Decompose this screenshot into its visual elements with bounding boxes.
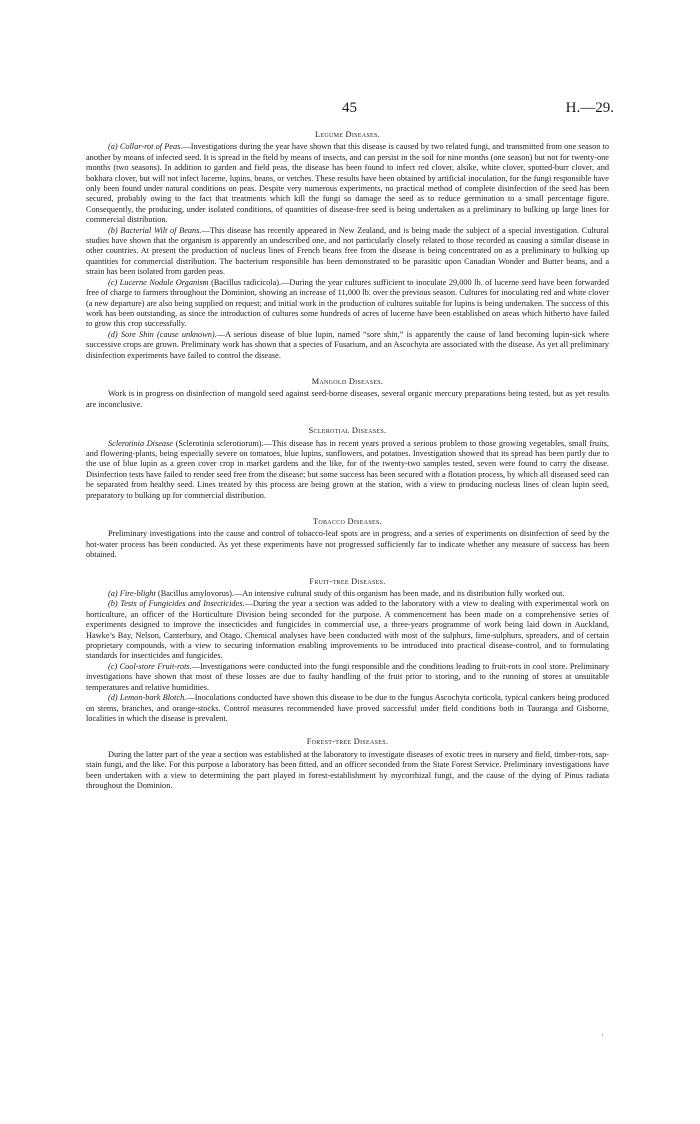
paragraph-text: —Inoculations conducted have shown this disease to be due to the fungus Ascochyta corticola, typical cankers being produced on stems, branches, and orange-stocks. Control measures recommended have proved successful under field conditions both in Tauranga and Gisborne, localities in which the disease is prevalent. xyxy=(86,693,609,723)
paragraph-mangold: Work is in progress on disinfection of mangold seed against seed-borne diseases, several organic mercury preparations being tested, but as yet results are inconclusive. xyxy=(86,389,609,409)
paragraph-tobacco: Preliminary investigations into the cause and control of tobacco-leaf spots are in progress, and a series of experiments on disinfection of seed by the hot-water process has been conducted. As yet these experiments have not progressed sufficiently far to indicate whether any measure of success has been obtained. xyxy=(86,529,609,560)
section-heading-mangold: Mangold Diseases. xyxy=(311,376,384,386)
paragraph-text: —Investigations were conducted into the fungi responsible and the conditions leading to fruit-rots in cool store. Preliminary investigations have shown that most of these losses are due to faulty handling of the fruit prior to storing, and to the running of stores at unsuitable temperatures and relative humidities. xyxy=(86,661,609,692)
paragraph-sore-shin xyxy=(86,330,609,361)
section-heading-legume: Legume Diseases. xyxy=(314,130,380,139)
paragraph-label: (c) Lucerne Nodule Organism xyxy=(108,277,209,287)
paragraph-text: —A serious disease of blue lupin, named “sore shin,” is apparently the cause of land becoming lupin-sick where successive crops are grown. Preliminary work has shown that a species of Fusarium, and an Ascochyta are associated with the disease. As yet all preliminary disinfection experiments have failed to control the disease. xyxy=(86,329,609,360)
paragraph-text: —This disease has recently appeared in New Zealand, and is being made the subject of a special investigation. Cultural studies have shown that the organism is apparently an undescribed one, and not particularly closely related to those recorded as causing a similar disease in other countries. At present the production of nucleus lines of French beans free from the disease is being concentrated on as a preliminary to bulking up quantities for commercial distribution. The bacterium responsible has been demonstrated to be parasitic upon Canadian Wonder and Butter beans, and a strain has been isolated from garden peas. xyxy=(86,225,609,277)
paragraph-text: —Investigations during the year have shown that this disease is caused by two related fungi, and transmitted from one season to another by means of infected seed. It is spread in the field by means of insects, and can persist in the soil for nine months (one season) but not for twenty-one months (two seasons). In addition to garden and field peas, the disease has been found to infect red clover, alsike, white clover, spotted-burr clover, and bokhara clover, but will not infect lucerne, lupins, beans, or vetches. These results have been obtained by artificial inoculation, for the fungi responsible have only been found under natural conditions on peas. Despite very numerous experiments, no practical method of complete disinfection of the seed has been secured, probably owing to the fact that treatments which kill the fungi so damage the seed as to reduce germination to a small percentage figure. Consequently, the producing, under isolated conditions, of quantities of disease-free seed is being undertaken as a preliminary to bulking up large lines for commercial distribution. xyxy=(86,142,609,225)
paragraph-label: (c) Cool-store Fruit-rots. xyxy=(108,661,192,671)
paragraph-collar-rot xyxy=(86,142,609,225)
paragraph-bacterial-wilt xyxy=(86,226,609,278)
paragraph-label: (b) Tests of Fungicides and Insecticides. xyxy=(108,599,245,609)
paragraph-cool-store xyxy=(86,662,609,693)
paragraph-fungicides xyxy=(86,599,609,661)
paragraph-label: (d) Lemon-bark Blotch. xyxy=(108,693,187,703)
paragraph-text: (Bacillus radicicola).—During the year cultures sufficient to inoculate 29,000 lb. of lucerne seed have been forwarded free of charge to farmers throughout the Dominion, showing an increase of 11,000 lb. over the previous season. Cultures for inoculating red and white clover (a new departure) are also being supplied on request; and initial work in the production of cultures suitable for lupins is being undertaken. The success of this work has been outstanding, as since the introduction of cultures some hundreds of acres of lucerne have been established on areas which hitherto have failed to grow this crop successfully. xyxy=(86,277,609,329)
page-header xyxy=(86,100,614,120)
section-heading-fruit-tree: Fruit-tree Diseases. xyxy=(309,576,386,586)
paragraph-lemon-bark xyxy=(86,693,609,724)
section-heading-sclerotial: Sclerotial Diseases. xyxy=(308,426,387,436)
paragraph-fire-blight xyxy=(86,589,609,599)
paragraph-text: —During the year a section was added to the laboratory with a view to dealing with experimental work on horticulture, an officer of the Horticulture Division being seconded for the purpose. A commencement has been made on a comprehensive series of experiments designed to improve the insecticides and fungicides in commercial use, a three-years programme of work being laid down in Auckland, Hawke’s Bay, Nelson, Canterbury, and Otago. Chemical analyses have been conducted with most of the sulphurs, lime-sulphurs, spreaders, and of certain proprietary compounds, with a view to securing information enabling improvements to be introduced into practical disease-control, and to formulating standards for insecticides and fungicides. xyxy=(86,599,609,661)
paragraph-label: (a) Fire-blight xyxy=(108,589,156,599)
paragraph-label: (b) Bacterial Wilt of Beans. xyxy=(108,225,202,235)
paragraph-label: (d) Sore Shin (cause unknown). xyxy=(108,329,217,339)
page-body xyxy=(86,130,609,791)
section-heading-forest-tree: Forest-tree Diseases. xyxy=(306,737,389,747)
paragraph-label: (a) Collar-rot of Peas. xyxy=(108,142,183,152)
paragraph-sclerotinia xyxy=(86,439,609,501)
page-number: 45 xyxy=(342,100,357,116)
section-heading-tobacco: Tobacco Diseases. xyxy=(313,517,382,526)
document-reference: H.—29. xyxy=(565,100,614,116)
paragraph-forest-tree: During the latter part of the year a section was established at the laboratory to investigate diseases of exotic trees in nursery and field, timber-rots, sap-stain fungi, and the like. For this purpose a laboratory has been fitted, and an officer seconded from the State Forest Service. Preliminary investigations have been undertaken with a view to determining the part played in forest-establishment by mycorrhizal fungi, and the cause of the dying of Pinus radiata throughout the Dominion. xyxy=(86,749,609,790)
stray-mark: · xyxy=(601,1031,604,1040)
paragraph-text: (Bacillus amylovorus).—An intensive cultural study of this organism has been made, and its distribution fully worked out. xyxy=(155,589,565,599)
paragraph-text: (Sclerotinia sclerotiorum).—This disease has in recent years proved a serious problem to those growing vegetables, small fruits, and flowering-plants, being especially severe on tomatoes, blue lupins, sunflowers, and potatoes. Investigation showed that its spread has been partly due to the use of blue lupin as a green cover crop in market gardens and the like, for of the twenty-two samples tested, seven were found to carry the disease. Disinfection tests have failed to render seed free from the disease; but some success has been secured with a flotation process, by which all diseased seed can be separated from healthy seed. Lines treated by this process are being grown at the station, with a view to producing nucleus lines of clean lupin seed, preparatory to bulking up for commercial distribution. xyxy=(86,438,609,500)
paragraph-lucerne-nodule xyxy=(86,278,609,330)
paragraph-label: Sclerotinia Disease xyxy=(108,438,173,448)
